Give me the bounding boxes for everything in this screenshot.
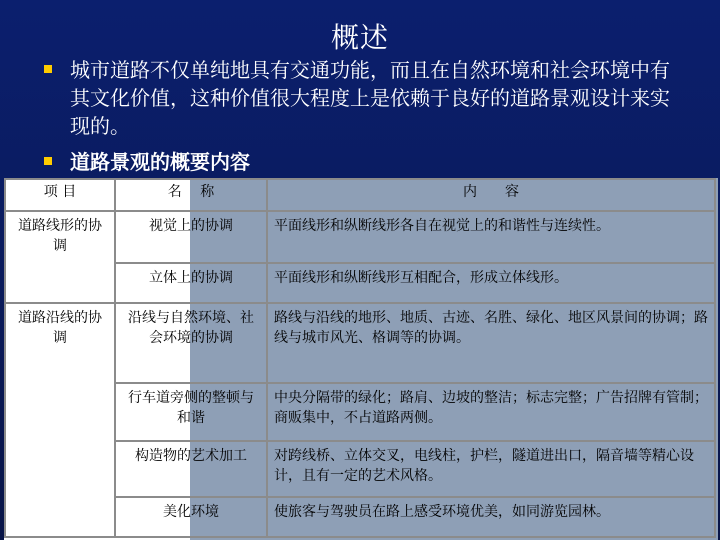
group-item: 道路线形的协调	[5, 211, 115, 303]
row-name: 美化环境	[115, 497, 267, 537]
row-content: 路线与沿线的地形、地质、古迹、名胜、绿化、地区风景间的协调；路线与城市风光、格调等的协调。	[267, 303, 715, 383]
bullet-text: 城市道路不仅单纯地具有交通功能，而且在自然环境和社会环境中有其文化价值，这种价值很大程度上是依赖于良好的道路景观设计来实现的。	[70, 58, 670, 138]
table-row	[5, 303, 715, 383]
header-content: 内 容	[267, 179, 715, 211]
row-content: 中央分隔带的绿化；路肩、边坡的整洁；标志完整；广告招牌有管制；商贩集中，不占道路两侧。	[267, 383, 715, 441]
row-name: 构造物的艺术加工	[115, 441, 267, 497]
square-bullet-icon	[44, 65, 52, 73]
square-bullet-icon	[44, 157, 52, 165]
bullet-list	[44, 56, 684, 184]
row-content: 对跨线桥、立体交叉，电线柱，护栏，隧道进出口，隔音墙等精心设计，且有一定的艺术风格。	[267, 441, 715, 497]
table-row	[5, 211, 715, 263]
row-content: 使旅客与驾驶员在路上感受环境优美，如同游览园林。	[267, 497, 715, 537]
bullet-item	[44, 56, 684, 140]
header-name: 名 称	[115, 179, 267, 211]
overview-table	[4, 178, 716, 538]
row-name: 沿线与自然环境、社会环境的协调	[115, 303, 267, 383]
content-table	[4, 178, 718, 540]
bullet-text: 道路景观的概要内容	[70, 150, 250, 174]
row-name: 立体上的协调	[115, 263, 267, 303]
slide-title: 概述	[330, 21, 389, 54]
table-header-row	[5, 179, 715, 211]
row-name: 视觉上的协调	[115, 211, 267, 263]
row-content: 平面线形和纵断线形各自在视觉上的和谐性与连续性。	[267, 211, 715, 263]
group-item: 道路沿线的协调	[5, 303, 115, 537]
row-content: 平面线形和纵断线形互相配合，形成立体线形。	[267, 263, 715, 303]
bullet-item	[44, 148, 684, 176]
header-item: 项 目	[5, 179, 115, 211]
row-name: 行车道旁侧的整顿与和谐	[115, 383, 267, 441]
